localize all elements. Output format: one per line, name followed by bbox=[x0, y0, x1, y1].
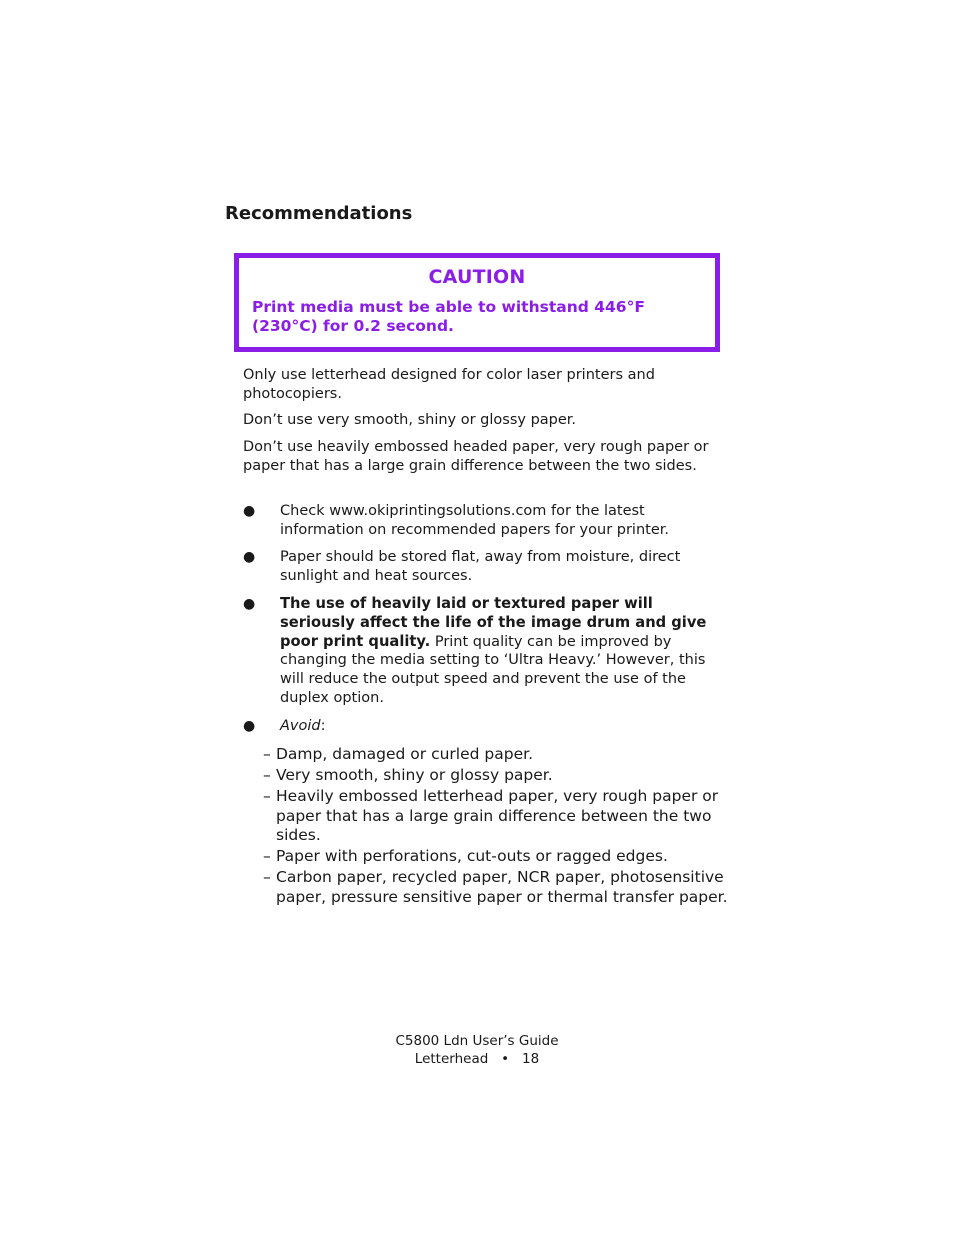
bullet-icon: ● bbox=[243, 596, 256, 612]
avoid-item-text: Heavily embossed letterhead paper, very rough paper or paper that has a large grain difference between the two sides. bbox=[276, 787, 719, 844]
avoid-colon: : bbox=[320, 718, 326, 734]
footer-page-info bbox=[0, 1050, 954, 1068]
avoid-item-text: Very smooth, shiny or glossy paper. bbox=[276, 766, 553, 784]
list-item-text: Check www.okiprintingsolutions.com for the latest information on recommended papers for your printer. bbox=[280, 503, 670, 538]
paragraph-smooth-paper: Don’t use very smooth, shiny or glossy paper. bbox=[243, 412, 577, 428]
footer-separator: • bbox=[501, 1051, 510, 1067]
paragraph-embossed-paper: Don’t use heavily embossed headed paper, very rough paper or paper that has a large grain difference between the two sides. bbox=[243, 439, 709, 474]
dash-icon: – bbox=[263, 766, 271, 784]
page-number: 18 bbox=[522, 1051, 540, 1067]
footer-section: Letterhead bbox=[414, 1051, 489, 1067]
avoid-item-text: Damp, damaged or curled paper. bbox=[276, 745, 533, 763]
list-item-bold-text: The use of heavily laid or textured paper will seriously affect the life of the image drum and give poor print quality. bbox=[280, 595, 707, 650]
bullet-icon: ● bbox=[243, 503, 256, 519]
dash-icon: – bbox=[263, 868, 271, 886]
footer-guide-title: C5800 Ldn User’s Guide bbox=[395, 1033, 559, 1049]
list-item-text bbox=[280, 595, 730, 708]
section-heading: Recommendations bbox=[225, 203, 413, 224]
bullet-icon: ● bbox=[243, 549, 256, 565]
caution-title: CAUTION bbox=[428, 266, 526, 288]
list-item-regular-text: Print quality can be improved by changing the media setting to ‘Ultra Heavy.’ However, this will reduce the output speed and prevent the use of the duplex option. bbox=[280, 633, 706, 706]
list-item-text: Paper should be stored flat, away from moisture, direct sunlight and heat sources. bbox=[280, 549, 681, 584]
list-item-text bbox=[280, 717, 730, 736]
dash-icon: – bbox=[263, 847, 271, 865]
avoid-item-text: Carbon paper, recycled paper, NCR paper, photosensitive paper, pressure sensitive paper or thermal transfer paper. bbox=[276, 868, 728, 906]
dash-icon: – bbox=[263, 745, 271, 763]
avoid-label: Avoid bbox=[280, 718, 321, 734]
avoid-item-text: Paper with perforations, cut-outs or ragged edges. bbox=[276, 847, 668, 865]
paragraph-letterhead: Only use letterhead designed for color laser printers and photocopiers. bbox=[243, 367, 655, 402]
caution-text: Print media must be able to withstand 446°F (230°C) for 0.2 second. bbox=[252, 298, 645, 335]
caution-box bbox=[234, 253, 720, 352]
dash-icon: – bbox=[263, 787, 271, 805]
bullet-icon: ● bbox=[243, 718, 256, 734]
